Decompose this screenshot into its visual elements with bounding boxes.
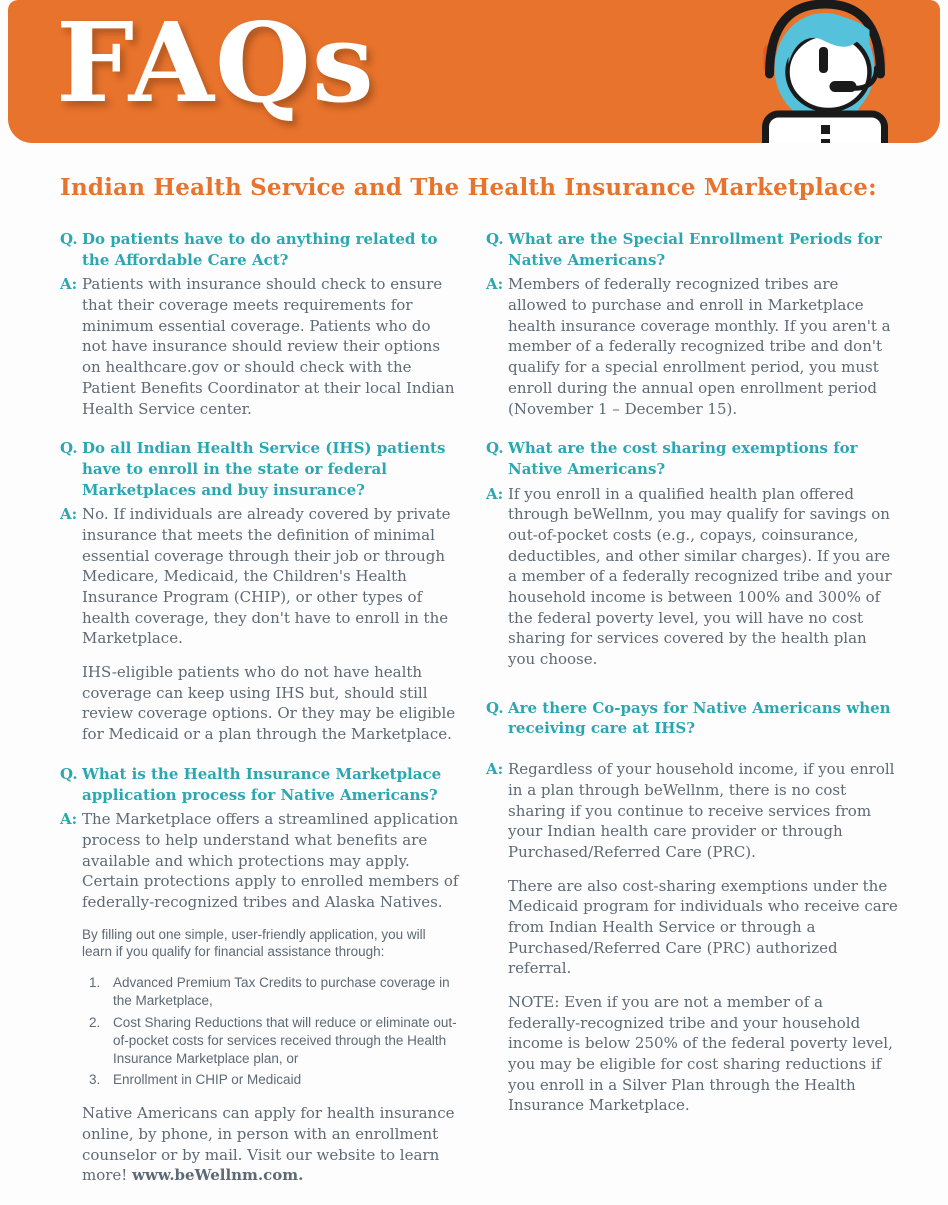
a-label: A: [60,275,78,294]
answer-paragraph-sans: By filling out one simple, user-friendly application, you will learn if you qualify for financial assistance through: [82,926,426,960]
a-label: A: [60,505,78,524]
section-title: Indian Health Service and The Health Insurance Marketplace: [60,174,877,201]
q-label: Q. [486,439,504,458]
faq-item-copays [486,698,898,1116]
faq-item-ihs-enroll [60,438,459,745]
q-label: Q. [60,439,78,458]
q-label: Q. [486,698,504,717]
list-item [89,974,459,1010]
answer-paragraph: There are also cost-sharing exemptions under the Medicaid program for individuals who receive care from Indian Health Service or through a Purchased/Referred Care (PRC) authorized referral. [508,876,898,978]
answer-paragraph: IHS-eligible patients who do not have health coverage can keep using IHS but, should still review coverage options. Or they may be eligible for Medicaid or a plan through the Marketplace. [82,663,456,744]
answer-paragraph: The Marketplace offers a streamlined application process to help understand what benefits are available and which protections may apply. Certain protections apply to enrolled members of federally-recognized tribes and Alaska Natives. [82,810,459,911]
answer [486,274,898,419]
answer-paragraph: If you enroll in a qualified health plan offered through beWellnm, you may qualify for savings on out-of-pocket costs (e.g., copays, coinsurance, deductibles, and other similar charges). If you are a member of a federally recognized tribe and your household income is between 100% and 300% of the federal poverty level, you will have no cost sharing for services covered by the health plan you choose. [508,484,892,669]
faq-item-cost-sharing-exemptions [486,438,898,670]
question [486,698,898,739]
a-label: A: [486,484,504,503]
answer [60,504,459,745]
answer-text [508,759,898,1116]
question [486,229,898,270]
closing-paragraph [82,1103,459,1186]
answer-text [508,484,898,670]
benefits-list [82,974,459,1089]
answer [486,759,898,1116]
answer-text [82,274,459,419]
list-item-text: Enrollment in CHIP or Medicaid [113,1072,302,1088]
faq-column-right [486,229,898,1205]
answer-paragraph: Members of federally recognized tribes are allowed to purchase and enroll in Marketplace health insurance coverage monthly. If you aren't a member of a federally recognized tribe and don't qualify for a special enrollment period, you must enroll during the annual open enrollment period (November 1 – December 15). [508,275,891,418]
answer-paragraph: NOTE: Even if you are not a member of a federally-recognized tribe and your household income is below 250% of the federal poverty level, you may be eligible for cost sharing reductions if you enroll in a Silver Plan through the Health Insurance Marketplace. [508,993,893,1115]
question-text: Do patients have to do anything related to the Affordable Care Act? [82,230,438,269]
question [60,438,459,500]
question-text: What are the Special Enrollment Periods for Native Americans? [508,230,882,269]
answer-text [508,274,898,419]
page-title: FAQs [56,0,375,127]
q-label: Q. [60,230,78,248]
answer-text [82,809,459,1186]
question-text: Are there Co-pays for Native Americans when receiving care at IHS? [508,698,891,738]
question [60,764,459,805]
faq-item-special-enrollment [486,229,898,419]
question-text: What is the Health Insurance Marketplace application process for Native Americans? [82,764,442,804]
faq-item-application-process [60,764,459,1186]
list-item [89,1014,459,1067]
answer [60,809,459,1186]
list-item [89,1071,459,1089]
answer-text [82,504,459,745]
faq-column-left [60,229,459,1205]
q-label: Q. [486,230,504,248]
faq-content [60,174,898,1205]
answer-paragraph: Regardless of your household income, if you enroll in a plan through beWellnm, there is no cost sharing if you continue to receive services from your Indian health care provider or through Purchased/Referred Care (PRC). [508,760,895,861]
a-label: A: [486,275,504,294]
answer-paragraph: Patients with insurance should check to ensure that their coverage meets requirements for minimum essential coverage. Patients who do not have insurance should review their options on healthcare.gov or should check with the Patient Benefits Coordinator at their local Indian Health Service center. [82,275,455,418]
faq-columns [60,229,898,1205]
website-link: www.beWellnm.com. [132,1166,304,1185]
question [60,229,459,270]
question [486,438,898,479]
list-item-text: Cost Sharing Reductions that will reduce or eliminate out-of-pocket costs for services received through the Health Insurance Marketplace plan, or [113,1014,457,1066]
question-text: Do all Indian Health Service (IHS) patients have to enroll in the state or federal Marketplaces and buy insurance? [82,439,446,499]
a-label: A: [486,760,504,779]
answer-paragraph: No. If individuals are already covered by private insurance that meets the definition of minimal essential coverage through their job or through Medicare, Medicaid, the Children's Health Insurance Program (CHIP), or other types of health coverage, they don't have to enroll in the Marketplace. [82,505,451,648]
list-item-text: Advanced Premium Tax Credits to purchase coverage in the Marketplace, [113,975,450,1009]
answer [486,484,898,670]
support-agent-headset-icon [750,0,900,143]
question-text: What are the cost sharing exemptions for Native Americans? [508,439,858,478]
faq-banner [8,0,940,143]
answer [60,274,459,419]
faq-item-aca [60,229,459,419]
a-label: A: [60,810,78,829]
q-label: Q. [60,764,78,783]
closing-text: Native Americans can apply for health insurance online, by phone, in person with an enrollment counselor or by mail. Visit our website to learn more! [82,1104,455,1185]
